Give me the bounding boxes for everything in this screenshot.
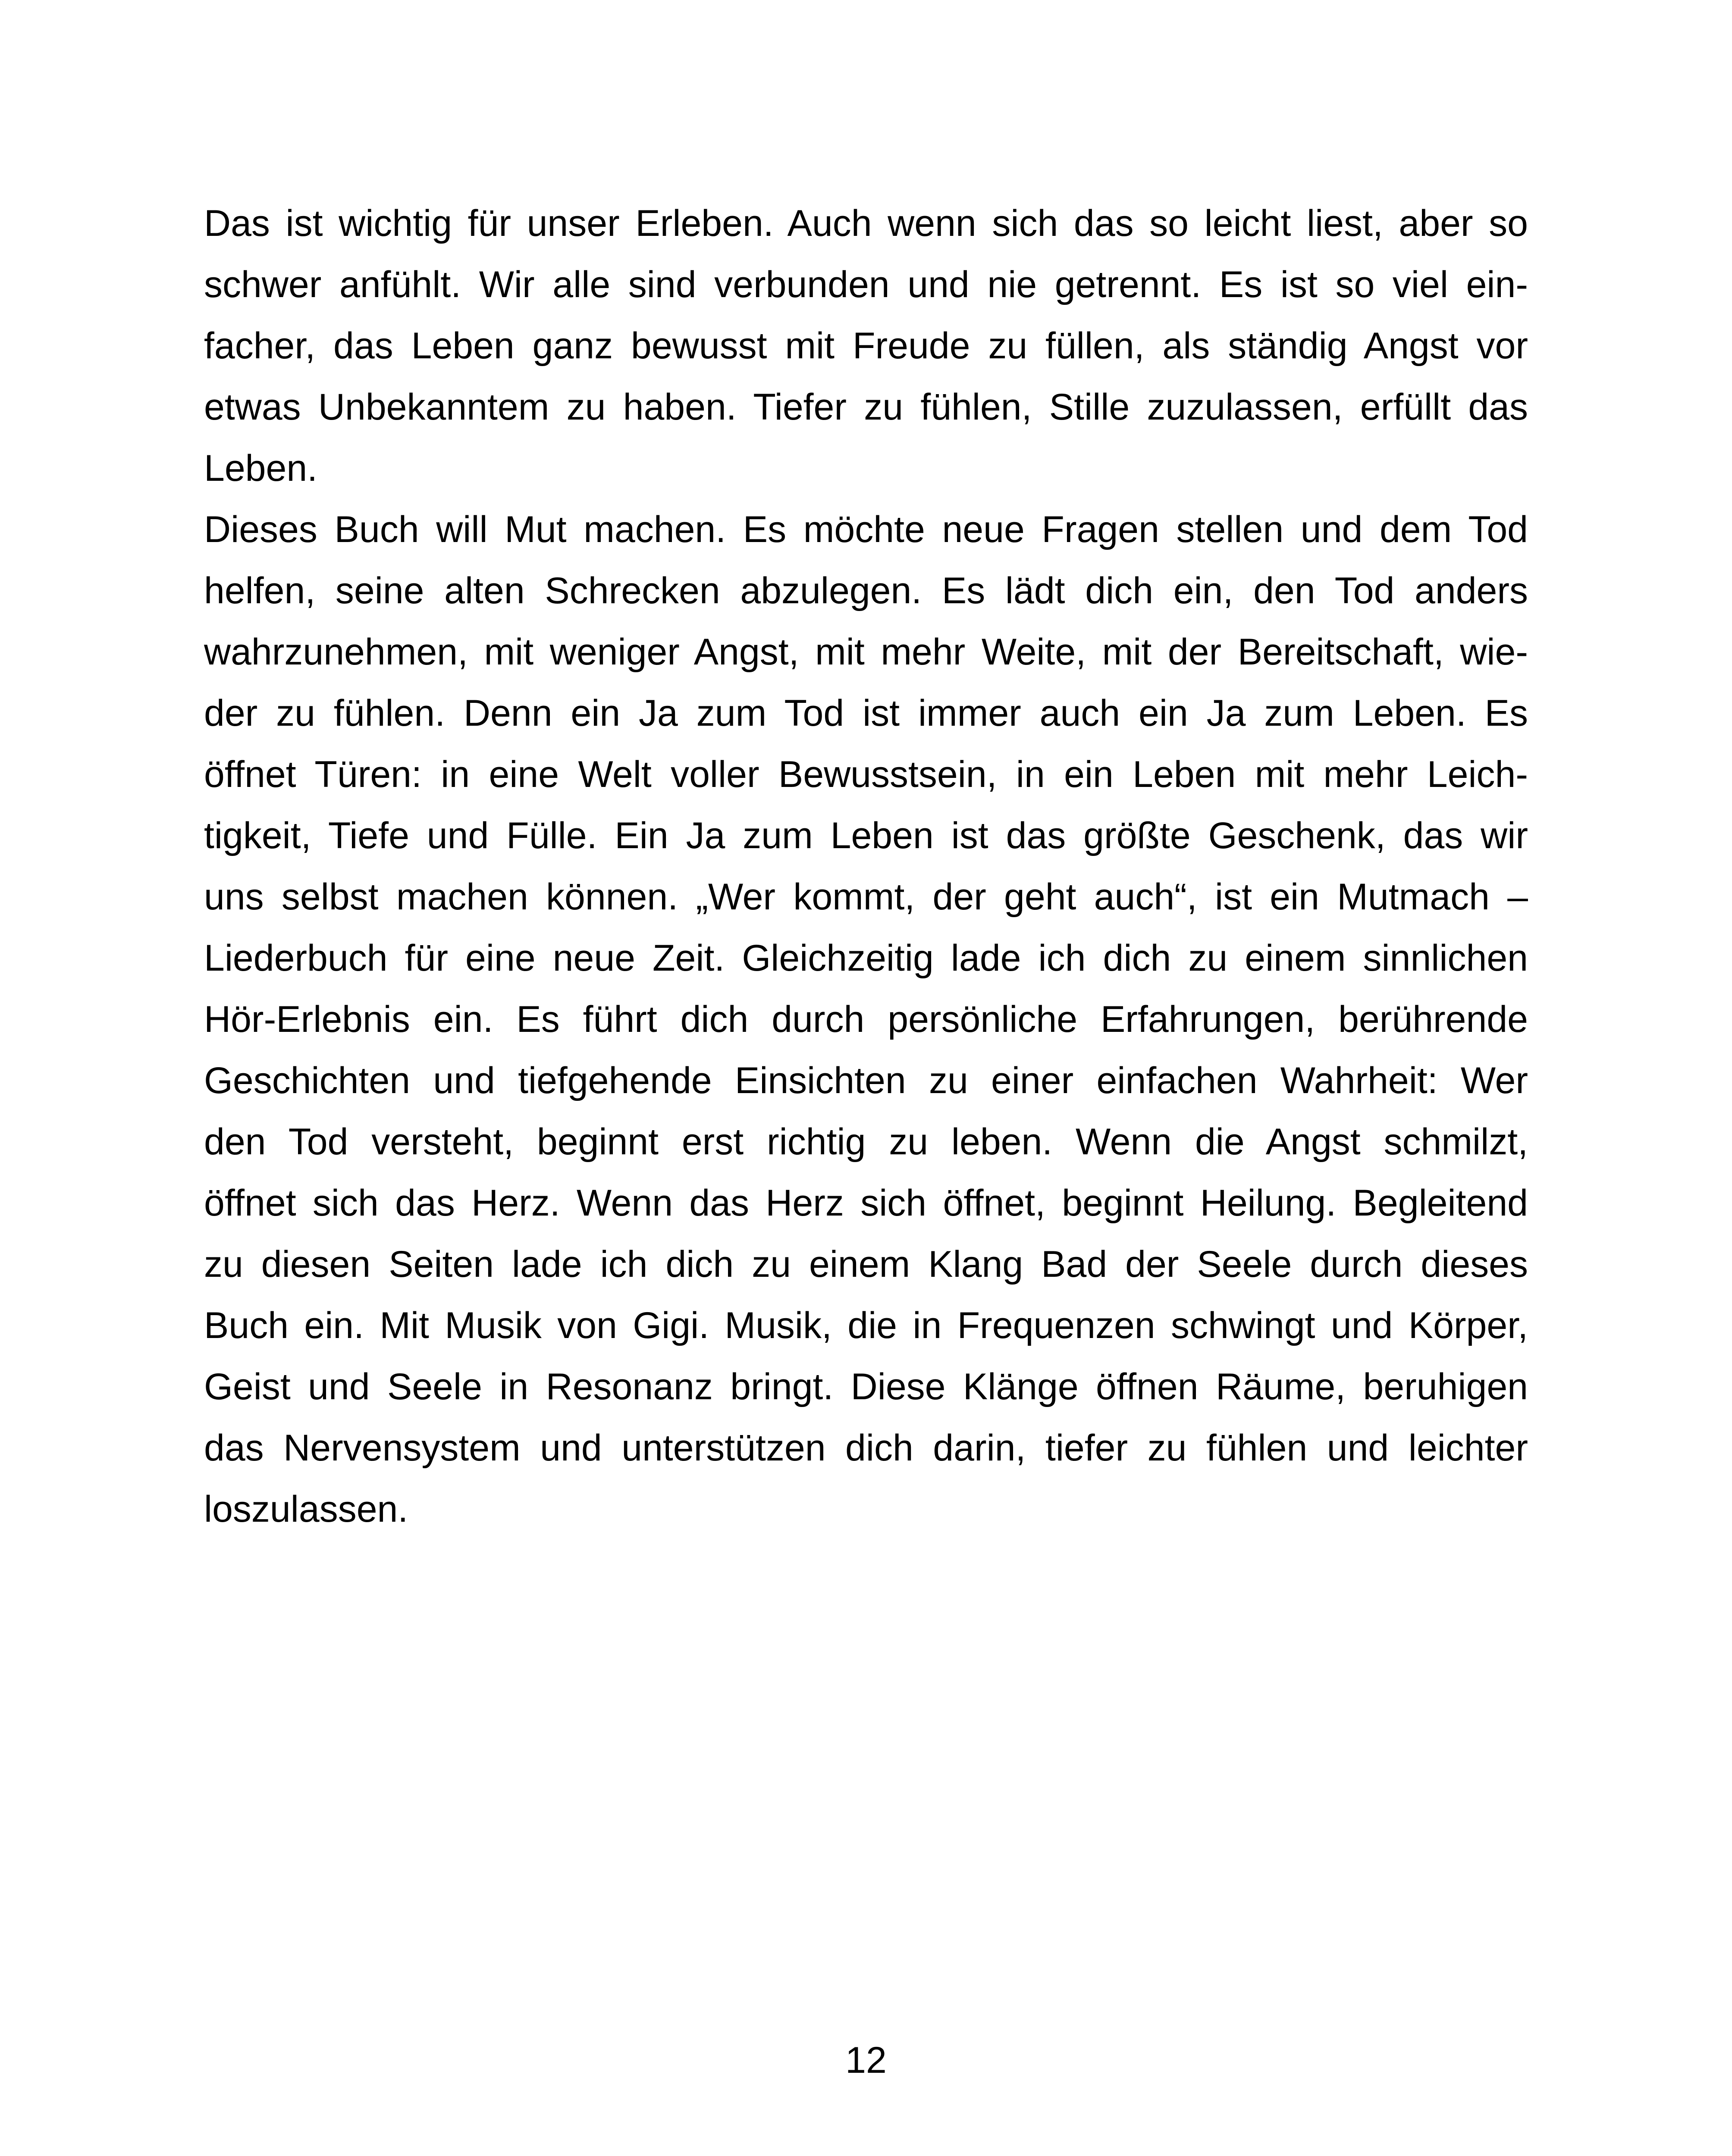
paragraph [204, 193, 1528, 499]
text-line: uns selbst machen können. „Wer kommt, der geht auch“, ist ein Mutmach – [204, 876, 1528, 918]
text-line: loszulassen. [204, 1489, 408, 1530]
text-line: schwer anfühlt. Wir alle sind verbunden und nie getrennt. Es ist so viel ein- [204, 264, 1528, 305]
text-line: der zu fühlen. Denn ein Ja zum Tod ist immer auch ein Ja zum Leben. Es [204, 693, 1528, 734]
text-line: Leben. [204, 448, 318, 489]
text-line: Dieses Buch will Mut machen. Es möchte neue Fragen stellen und dem Tod [204, 509, 1528, 550]
text-line: tigkeit, Tiefe und Fülle. Ein Ja zum Leben ist das größte Geschenk, das wir [204, 815, 1528, 856]
text-line: Geist und Seele in Resonanz bringt. Diese Klänge öffnen Räume, beruhigen [204, 1366, 1528, 1407]
text-line: wahrzunehmen, mit weniger Angst, mit mehr Weite, mit der Bereitschaft, wie- [204, 631, 1528, 673]
text-line: Geschichten und tiefgehende Einsichten zu einer einfachen Wahrheit: Wer [204, 1060, 1528, 1101]
text-line: das Nervensystem und unterstützen dich darin, tiefer zu fühlen und leichter [204, 1427, 1528, 1469]
text-line: Hör-Erlebnis ein. Es führt dich durch persönliche Erfahrungen, berührende [204, 999, 1528, 1040]
text-line: zu diesen Seiten lade ich dich zu einem Klang Bad der Seele durch dieses [204, 1244, 1528, 1285]
text-line: öffnet sich das Herz. Wenn das Herz sich öffnet, beginnt Heilung. Begleitend [204, 1182, 1528, 1224]
body-text [204, 193, 1528, 1540]
page-number: 12 [845, 2040, 887, 2081]
text-line: öffnet Türen: in eine Welt voller Bewusstsein, in ein Leben mit mehr Leich- [204, 754, 1528, 795]
text-line: Buch ein. Mit Musik von Gigi. Musik, die in Frequenzen schwingt und Körper, [204, 1305, 1528, 1346]
text-line: helfen, seine alten Schrecken abzulegen. Es lädt dich ein, den Tod anders [204, 570, 1528, 611]
text-line: etwas Unbekanntem zu haben. Tiefer zu fühlen, Stille zuzulassen, erfüllt das [204, 386, 1528, 428]
text-line: facher, das Leben ganz bewusst mit Freude zu füllen, als ständig Angst vor [204, 325, 1528, 367]
text-line: Liederbuch für eine neue Zeit. Gleichzeitig lade ich dich zu einem sinnlichen [204, 937, 1528, 979]
text-line: den Tod versteht, beginnt erst richtig zu leben. Wenn die Angst schmilzt, [204, 1121, 1528, 1163]
paragraph [204, 499, 1528, 1540]
text-line: Das ist wichtig für unser Erleben. Auch wenn sich das so leicht liest, aber so [204, 203, 1528, 244]
